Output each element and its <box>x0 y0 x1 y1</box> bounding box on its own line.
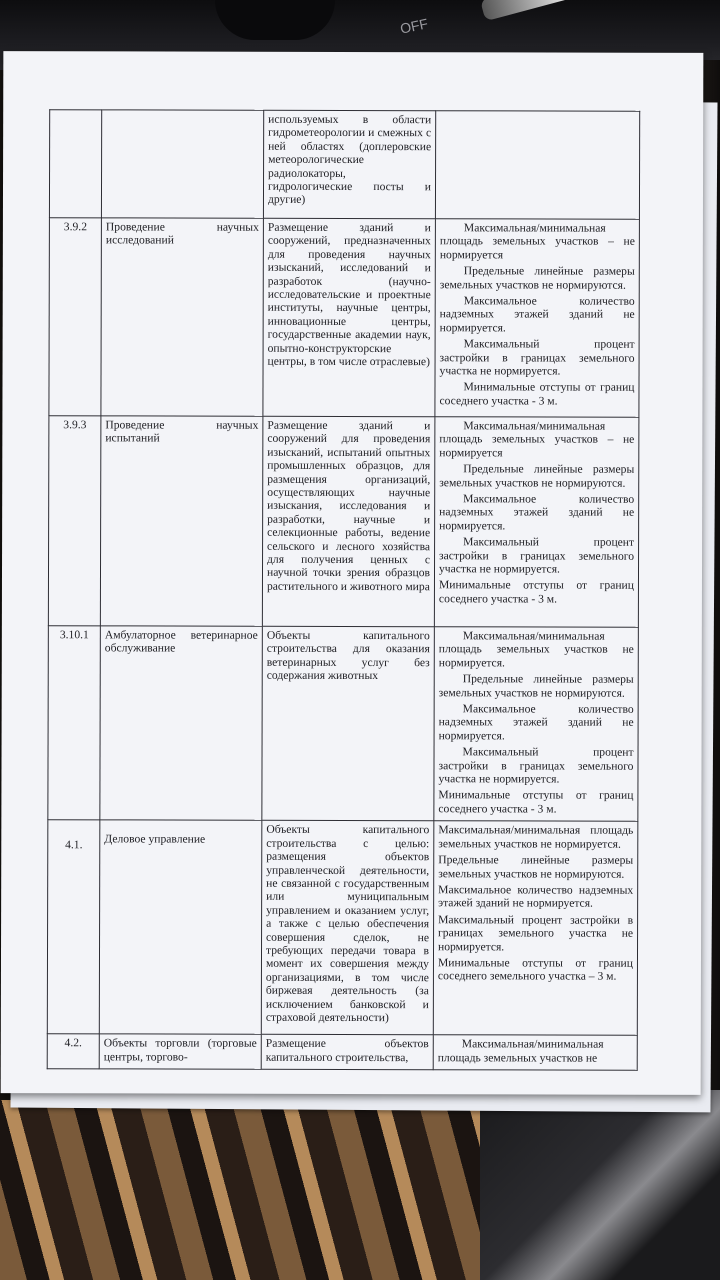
param-floors: Максимальное количество надземных этажей зданий не нормируется. <box>438 883 634 910</box>
row-params <box>433 821 638 1036</box>
param-dimensions: Предельные линейные размеры земельных участков не нормируются. <box>439 264 635 292</box>
param-coverage: Максимальный процент застройки в границах земельного участка не нормируется. <box>438 912 634 953</box>
row-name: Проведение научных испытаний <box>100 416 263 626</box>
row-description: Объекты капитального строительства для оказания ветеринарных услуг без содержания животных <box>262 626 435 821</box>
row-description: используемых в области гидрометеорологии и смежных с ней областях (доплеровские метеорологические радиолокаторы, гидрологические посты и другие) <box>263 110 435 218</box>
vent-knob <box>215 0 335 40</box>
row-params <box>435 219 640 418</box>
param-coverage: Максимальный процент застройки в границах земельного участка не нормируется. <box>438 745 634 786</box>
row-params <box>434 627 639 822</box>
document-page <box>1 51 704 1095</box>
table-row <box>49 218 640 418</box>
param-area: Максимальная/минимальная площадь земельных участков не нормируется. <box>438 823 634 851</box>
param-area: Максимальная/минимальная площадь земельных участков не <box>437 1037 604 1065</box>
param-floors: Максимальное количество надземных этажей зданий не нормируется. <box>439 492 635 533</box>
row-params <box>434 417 639 628</box>
row-description: Размещение зданий и сооружений для проведения изысканий, испытаний опытных промышленных образцов, для размещения организаций, осуществляющих научные изыскания, исследования и разработки, научные и селекционные работы, ведение сельского и лесного хозяйства для получения ценных с научной точки зрения образцов растительного и животного мира <box>262 416 435 626</box>
row-code: 3.10.1 <box>48 626 101 820</box>
row-code <box>49 110 101 218</box>
table-row <box>48 416 639 628</box>
row-name: Деловое управление <box>99 820 262 1034</box>
row-description: Объекты капитального строительства с целью: размещения объектов управленческой деятельности, не связанной с государственным или муниципальным управлением и оказанием услуг, а также с целью обеспечения совершения сделок, не требующих передачи товара в момент их совершения между организациями, в том числе биржевая деятельность (за исключением банковской и страховой деятельности) <box>261 821 434 1035</box>
param-dimensions: Предельные линейные размеры земельных участков не нормируются. <box>438 672 634 700</box>
param-setback: Минимальные отступы от границ соседнего участка - 3 м. <box>439 380 635 408</box>
row-name <box>101 110 263 218</box>
param-setback: Минимальные отступы от границ соседнего участка - 3 м. <box>438 578 634 606</box>
row-name: Объекты торговли (торговые центры, торгово- <box>99 1034 261 1069</box>
param-coverage: Максимальный процент застройки в границах земельного участка не нормируется. <box>439 337 635 378</box>
param-setback: Минимальные отступы от границ соседнего участка - 3 м. <box>438 788 634 816</box>
row-name: Амбулаторное ветеринарное обслуживание <box>100 626 263 821</box>
row-params <box>435 111 639 220</box>
table-row <box>47 1034 637 1070</box>
off-label: OFF <box>398 15 430 37</box>
param-area: Максимальная/минимальная площадь земельных участков – не нормируется <box>439 419 635 460</box>
zoning-table <box>47 109 641 1071</box>
table-row <box>49 110 639 220</box>
param-setback: Минимальные отступы от границ соседнего земельного участка – 3 м. <box>437 956 633 984</box>
param-dimensions: Предельные линейные размеры земельных участков не нормируются. <box>438 853 634 881</box>
row-code: 3.9.3 <box>48 416 101 626</box>
row-code: 4.2. <box>47 1034 99 1069</box>
param-coverage: Максимальный процент застройки в границах земельного участка не нормируется. <box>438 535 635 576</box>
row-code: 3.9.2 <box>49 218 102 416</box>
table-row <box>47 820 638 1036</box>
car-console <box>480 1090 720 1280</box>
silver-trim <box>480 0 640 21</box>
row-name: Проведение научных исследований <box>101 218 264 416</box>
row-params <box>433 1035 637 1070</box>
param-area: Максимальная/минимальная площадь земельных участков не нормируется. <box>438 629 634 670</box>
row-description: Размещение объектов капитального строительства, <box>261 1035 433 1070</box>
table-row <box>48 626 639 822</box>
param-floors: Максимальное количество надземных этажей зданий не нормируется. <box>438 702 634 743</box>
row-code: 4.1. <box>47 820 100 1034</box>
param-area: Максимальная/минимальная площадь земельных участков – не нормируется <box>439 221 635 262</box>
param-floors: Максимальное количество надземных этажей зданий не нормируется. <box>439 294 635 335</box>
param-dimensions: Предельные линейные размеры земельных участков не нормируются. <box>439 462 635 490</box>
row-description: Размещение зданий и сооружений, предназначенных для проведения научных изысканий, исследований и разработок (научно-исследовательские и проектные институты, научные центры, инновационные центры, государственные академии наук, опытно-конструкторские центры, в том числе отраслевые) <box>263 218 436 416</box>
